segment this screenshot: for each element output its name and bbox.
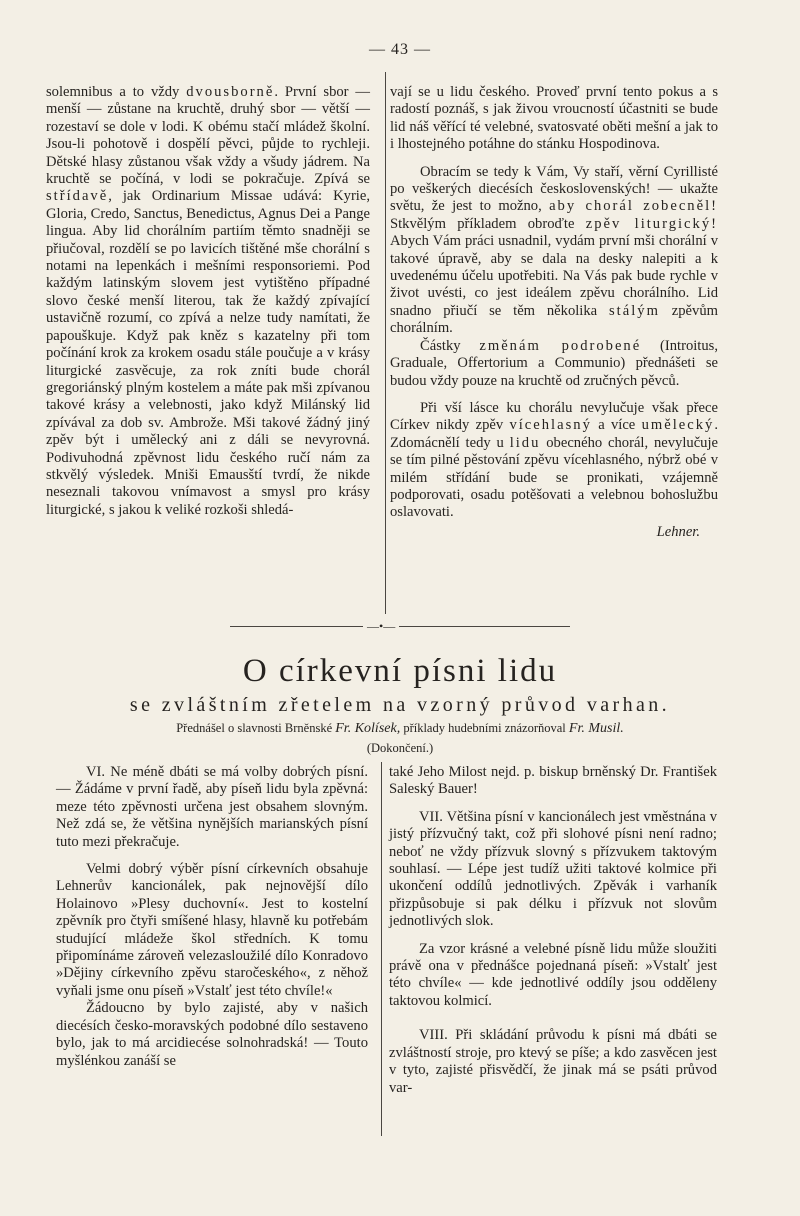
column-divider [381, 762, 382, 1136]
emphasis: změnám podrobené [479, 337, 642, 354]
paragraph: Při vší lásce ku chorálu nevylučuje však přece Církev nikdy zpěv vícehlasný a více umělecký. Zdomácnělí tedy u lidu obecného chorál, nevylučuje se tím pilné pěstování zpěvu vícehlasného, nýbrž obé v milém střídání bude se pronikati, vzájemně podporovati, osadu potěšovati a velebnou bohoslužbu oslavovati. [390, 399, 718, 521]
article-title: O církevní písni lidu [242, 653, 558, 689]
paragraph: VI. Ne méně dbáti se má volby dobrých písní. — Žádáme v první řadě, aby píseň lidu byla zpěvná: meze této zpěvnosti určena jest obsahem slovným. Než zdá se, že většina nynějších marianských písní tuto mezi překračuje. [56, 764, 368, 850]
top-right-column [390, 84, 718, 541]
column-divider [385, 72, 386, 614]
paragraph: Obracím se tedy k Vám, Vy staří, věrní Cyrillisté po veškerých diecésích československých! — ukažte světu, že jest to možno, aby chorál zobecněl! Stkvělým příkladem obroďte zpěv liturgický! Abych Vám práci usnadnil, vydám první mši chorální v takové úpravě, aby se dala na desky nalepiti a k uvedenému účelu upotřebiti. Na Vás pak bude rychle v život uvésti, co jest ideálem zpěvu chorálního. Lid snadno přiučí se těm několika stálým zpěvům chorálním. [390, 163, 718, 337]
paragraph: Velmi dobrý výběr písní církevních obsahuje Lehnerův kancionálek, pak nejnovější dílo Holainovo »Plesy duchovní«. Jest to kostelní zpěvník pro čtyři smíšené hlasy, hlavně ku potřebám studující mládeže škol středních. K tomu připomínáme zároveň velezasloužilé dílo Konradovo »Dějiny církevního zpěvu staročeského«, z něhož vyňali jsme onu píseň »Vstalť jest této chvíle!« [56, 861, 368, 999]
emphasis: střídavě [46, 188, 109, 205]
page-number: — 43 — [369, 41, 431, 58]
emphasis: lidu [509, 434, 541, 451]
paragraph: vají se u lidu českého. Proveď první tento pokus a s radostí poznáš, s jak živou vroucností účastniti se bude lid náš věřící té velebné, svatosvaté oběti mešní a jak to i lhostejného potáhne do stánku Hospodinova. [390, 84, 718, 153]
paragraph: také Jeho Milost nejd. p. biskup brněnský Dr. František Saleský Bauer! [389, 764, 717, 798]
emphasis: aby chorál zobecněl! [549, 198, 718, 215]
emphasis: stálým [609, 302, 660, 319]
section-ornament: —•— [363, 620, 399, 632]
emphasis: umělecký [641, 417, 715, 434]
paragraph: VIII. Při skládání průvodu k písni má dbáti se zvláštností stroje, pro ktevý se píše; a kdo zasvěcen jest v tyto, zajisté přisvědčí, že jinak má se psáti průvod var- [389, 1027, 717, 1096]
top-left-column [46, 84, 370, 519]
paragraph: solemnibus a to vždy dvousborně. První sbor — menší — zůstane na kruchtě, druhý sbor — větší — rozestaví se dole v lodi. K obému stačí mládež školní. Jsou-li pohotově i dospělí pěvci, půjde to rychleji. Dětské hlasy zůstanou však vždy a všudy jádrem. Na kruchtě se počíná, v lodi se pokračuje. Zpívá se střídavě, jak Ordinarium Missae udává: Kyrie, Gloria, Credo, Sanctus, Benedictus, Agnus Dei a Pange lingua. Aby lid chorálním partiím těmto snadněji se přiučoval, rozdělí se po lavicích tištěné mše chorální s notami na lepenkách i mešními responsoriemi. Pod každým latinským slovem jest vytištěno případné slovo české menší literou, tak že každý zpívající ustavičně rozumí, co zpívá a nelze tudy namítati, že papouškuje. Když pak kněz s kazatelny při tom počínání krok za krokem osadu stále poučuje a v krásy liturgické zasvěcuje, za rok zníti bude chorál gregoriánský plným kostelem a máte pak mši zpívanou takové krásy a velebnosti, jako když Milánský lid zpívával za dob sv. Ambrože. Mši takové žádný jiný zpěv být i umělecký ani z dáli se nevyrovná. Podivuhodná zpěvnost lidu českého ručí nám za stkvělý výsledek. Mniši Emausští tvrdí, že nikde neseznali takovou vnímavost a smysl pro krásy liturgické, s jakou k veliké rozkoši shledá- [46, 84, 370, 518]
paragraph: Žádoucno by bylo zajisté, aby v našich diecésích česko-moravských podobné dílo sestaveno bylo, jak to má arcidiecése solnohradská! — Touto myšlénkou zanáší se [56, 1000, 368, 1069]
author-name: Fr. Kolísek, [335, 721, 401, 736]
paragraph: VII. Většina písní v kancionálech jest vměstnána v jistý přízvučný takt, což při slohové písni není radno; neboť ne vždy přízvuk slovný s přízvukem taktovým souhlasí. — Lépe jest tudíž užiti taktové kolmice při ukončení oddílů jednotlivých. Zpěvák i varhaník přizpůsobuje si pak délku i přízvuk not slovům jednotlivých slok. [389, 808, 717, 930]
emphasis: vícehlasný [509, 417, 592, 434]
signature: Lehner. [656, 523, 700, 540]
bottom-left-column [56, 764, 368, 1070]
illustrator-name: Fr. Musil. [568, 721, 624, 736]
paragraph: Za vzor krásné a velebné písně lidu může sloužiti právě ona v přednášce pojednaná píseň: »Vstalť jest této chvíle« — kde jednotlivé oddíly jsou odděleny taktovou kolmicí. [389, 940, 717, 1009]
bottom-right-column [389, 764, 717, 1097]
lecture-credit: Přednášel o slavnosti Brněnské Fr. Kolísek, příklady hudebními znázorňoval Fr. Musil. [176, 721, 624, 736]
emphasis: zpěv liturgický! [585, 215, 718, 232]
continuation-note: (Dokončení.) [366, 741, 434, 755]
paragraph: Částky změnám podrobené (Introitus, Graduale, Offertorium a Communio) přednášeti se budou vždy pouze na kruchtě od zručných pěvců. [390, 337, 718, 389]
emphasis: dvousborně [186, 84, 275, 100]
section-rule [230, 626, 570, 627]
article-subtitle: se zvláštním zřetelem na vzorný průvod varhan. [129, 694, 671, 716]
